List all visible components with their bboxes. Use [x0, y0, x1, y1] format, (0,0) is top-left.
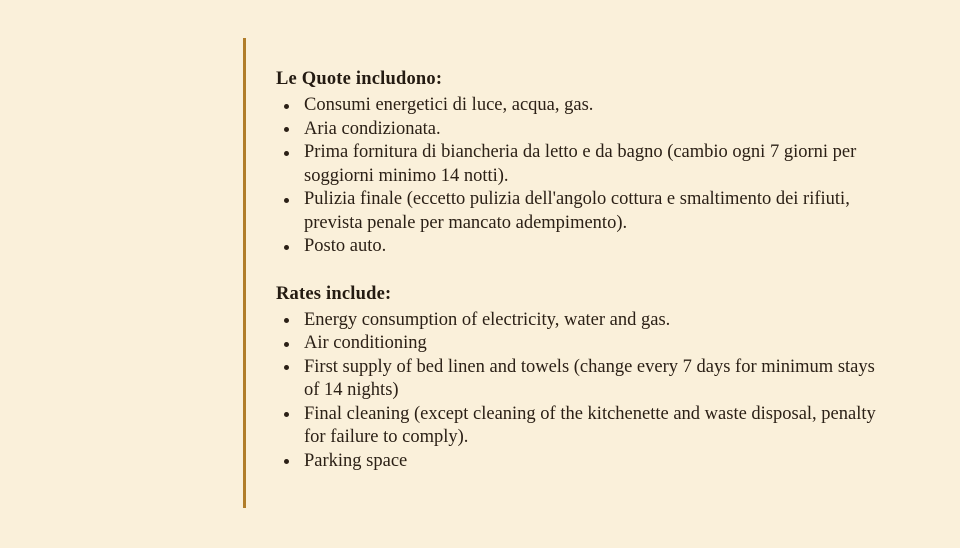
list-item: [276, 118, 876, 142]
list-item: [276, 94, 876, 118]
bullet-dot-icon: [284, 412, 289, 417]
section-title-english: Rates include:: [276, 283, 392, 304]
list-item: [276, 403, 876, 450]
section-italian: [276, 66, 876, 259]
bullet-dot-icon: [284, 342, 289, 347]
list-item-label: Energy consumption of electricity, water and gas.: [304, 309, 671, 330]
list-item: [276, 332, 876, 356]
bullet-dot-icon: [284, 318, 289, 323]
bullet-dot-icon: [284, 127, 289, 132]
bullet-dot-icon: [284, 104, 289, 109]
list-item: [276, 356, 876, 403]
list-item-label: Pulizia finale (eccetto pulizia dell'angolo cottura e smaltimento dei rifiuti, prevista penale per mancato adempimento).: [304, 189, 850, 233]
inclusions-list-italian: [276, 94, 876, 259]
section-title-italian: Le Quote includono:: [276, 69, 443, 89]
section-english: [276, 281, 876, 474]
bullet-dot-icon: [284, 459, 289, 464]
list-item-label: Aria condizionata.: [304, 118, 441, 139]
accent-rule-divider: [243, 38, 246, 508]
list-item: [276, 235, 876, 259]
list-item: [276, 309, 876, 333]
list-item-label: Final cleaning (except cleaning of the kitchenette and waste disposal, penalty for failure to comply).: [304, 403, 876, 447]
bullet-dot-icon: [284, 245, 289, 250]
bullet-dot-icon: [284, 198, 289, 203]
list-item-label: Posto auto.: [304, 236, 387, 256]
list-item-label: Air conditioning: [304, 333, 427, 353]
list-item-label: Prima fornitura di biancheria da letto e da bagno (cambio ogni 7 giorni per soggiorni minimo 14 notti).: [304, 142, 857, 186]
inclusions-list-english: [276, 309, 876, 474]
list-item-label: Parking space: [304, 450, 408, 471]
list-item-label: First supply of bed linen and towels (change every 7 days for minimum stays of 14 nights): [304, 356, 875, 400]
document-content: [276, 66, 876, 473]
bullet-dot-icon: [284, 365, 289, 370]
list-item: [276, 188, 876, 235]
bullet-dot-icon: [284, 151, 289, 156]
list-item: [276, 450, 876, 474]
list-item-label: Consumi energetici di luce, acqua, gas.: [304, 95, 594, 115]
list-item: [276, 141, 876, 188]
